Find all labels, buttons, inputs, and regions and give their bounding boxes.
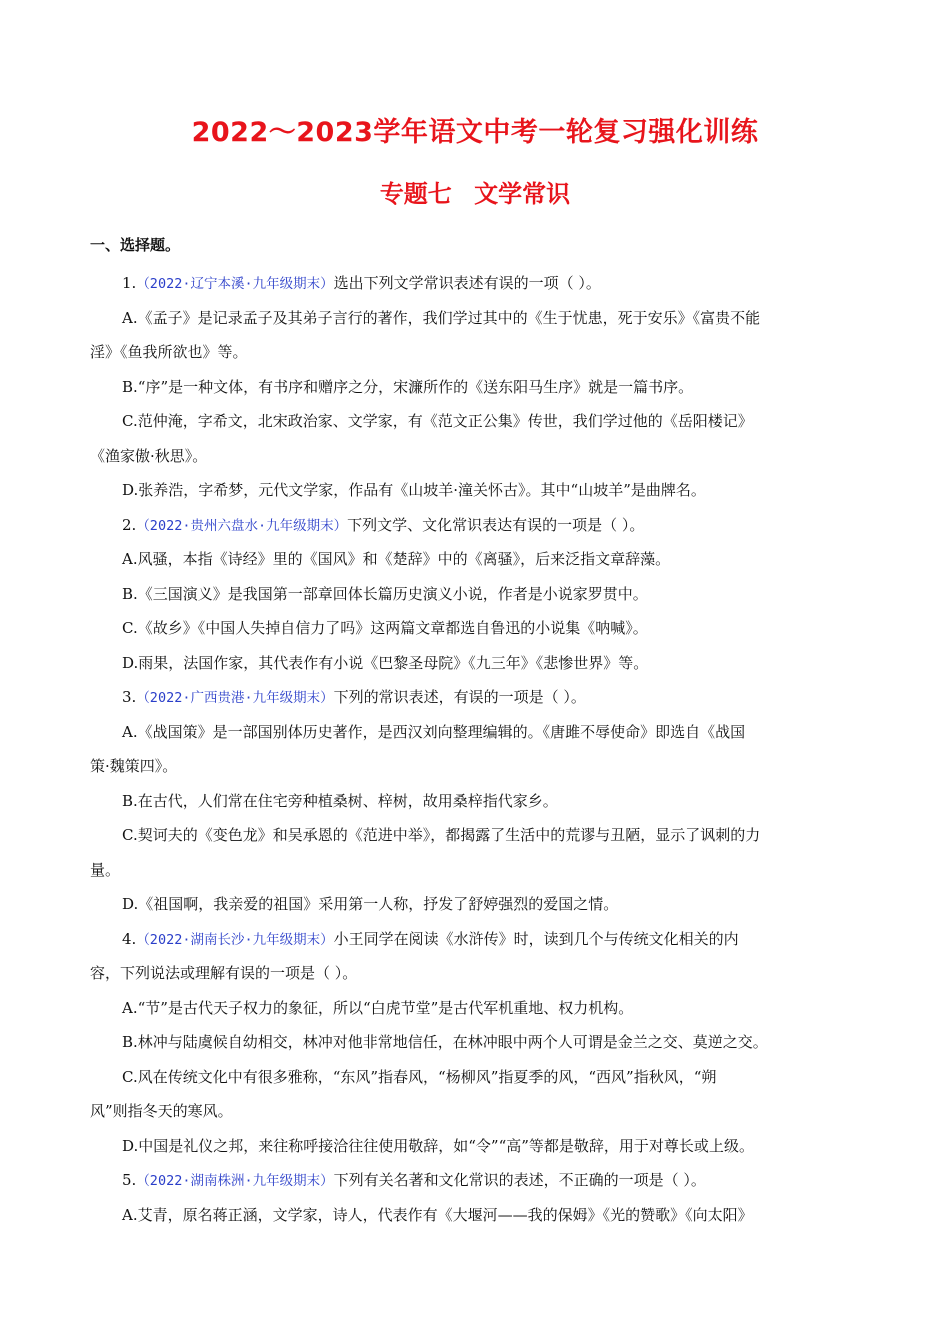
option-line: D.《祖国啊，我亲爱的祖国》采用第一人称，抒发了舒婷强烈的爱国之情。 <box>122 895 619 913</box>
question-source: （2022·辽宁本溪·九年级期末） <box>136 276 334 292</box>
option-line: C.范仲淹，字希文，北宋政治家、文学家，有《范文正公集》传世，我们学过他的《岳阳楼记》 <box>122 412 753 430</box>
question-4-stem-cont: 容，下列说法或理解有误的一项是（ ）。 <box>90 964 358 982</box>
option-line: 风”则指冬天的寒风。 <box>90 1102 233 1120</box>
question-source: （2022·广西贵港·九年级期末） <box>136 690 334 706</box>
option-line: B.“序”是一种文体，有书序和赠序之分，宋濂所作的《送东阳马生序》就是一篇书序。 <box>122 377 694 396</box>
option-line: C.《故乡》《中国人失掉自信力了吗》这两篇文章都选自鲁迅的小说集《呐喊》。 <box>122 619 648 637</box>
option-line: 《渔家傲·秋思》。 <box>90 446 208 465</box>
question-source: （2022·贵州六盘水·九年级期末） <box>136 517 348 534</box>
option-line: A.《战国策》是一部国别体历史著作，是西汉刘向整理编辑的。《唐雎不辱使命》即选自《战国 <box>122 722 746 741</box>
question-number: 4. <box>122 929 137 948</box>
question-list <box>90 266 860 1232</box>
option-line: D.张养浩，字希梦，元代文学家，作品有《山坡羊·潼关怀古》。其中“山坡羊”是曲牌名。 <box>122 481 706 499</box>
page-subtitle: 专题七 文学常识 <box>379 180 571 208</box>
option-line: D.雨果，法国作家，其代表作有小说《巴黎圣母院》《九三年》《悲惨世界》等。 <box>122 653 649 672</box>
question-number: 5. <box>122 1171 137 1189</box>
question-text: 下列的常识表述，有误的一项是（ ）。 <box>333 688 586 706</box>
question-number: 1. <box>122 274 137 292</box>
option-line: C.契诃夫的《变色龙》和吴承恩的《范进中举》，都揭露了生活中的荒谬与丑陋，显示了讽刺的力 <box>122 826 761 844</box>
question-number: 2. <box>122 515 137 534</box>
question-number: 3. <box>122 688 137 706</box>
option-line: 淫》《鱼我所欲也》等。 <box>90 343 248 361</box>
option-line: A.《孟子》是记录孟子及其弟子言行的著作，我们学过其中的《生于忧患，死于安乐》《富贵不能 <box>122 308 761 327</box>
question-source: （2022·湖南长沙·九年级期末） <box>136 931 334 948</box>
option-line: A.艾青，原名蒋正涵，文学家，诗人，代表作有《大堰河——我的保姆》《光的赞歌》《向太阳》 <box>122 1205 753 1224</box>
option-line: A.风骚，本指《诗经》里的《国风》和《楚辞》中的《离骚》，后来泛指文章辞藻。 <box>122 550 671 568</box>
section-heading: 一、选择题。 <box>90 236 181 254</box>
option-line: C.风在传统文化中有很多雅称，“东风”指春风，“杨柳风”指夏季的风，“西风”指秋风，“朔 <box>122 1067 717 1086</box>
question-4-stem <box>90 922 860 957</box>
question-text: 小王同学在阅读《水浒传》时，读到几个与传统文化相关的内 <box>333 929 739 948</box>
question-text: 下列文学、文化常识表达有误的一项是（ ）。 <box>347 515 645 534</box>
question-text: 下列有关名著和文化常识的表述，不正确的一项是（ ）。 <box>333 1171 706 1189</box>
question-3-stem <box>90 680 860 715</box>
question-text: 选出下列文学常识表述有误的一项（ ）。 <box>333 274 601 292</box>
question-5-stem <box>90 1163 860 1198</box>
option-line: A.“节”是古代天子权力的象征，所以“白虎节堂”是古代军机重地、权力机构。 <box>122 998 634 1017</box>
option-line: B.《三国演义》是我国第一部章回体长篇历史演义小说，作者是小说家罗贯中。 <box>122 584 648 603</box>
question-source: （2022·湖南株洲·九年级期末） <box>136 1173 334 1189</box>
question-1-stem <box>90 266 860 301</box>
question-2-stem <box>90 508 860 543</box>
option-line: 策·魏策四》。 <box>90 757 178 775</box>
option-line: D.中国是礼仪之邦，来往称呼接洽往往使用敬辞，如“令”“高”等都是敬辞，用于对尊长或上级。 <box>122 1136 754 1155</box>
page-title: 2022～2023学年语文中考一轮复习强化训练 <box>191 117 759 148</box>
option-line: B.在古代，人们常在住宅旁种植桑树、梓树，故用桑梓指代家乡。 <box>122 791 558 810</box>
option-line: 量。 <box>90 860 121 879</box>
option-line: B.林冲与陆虞候自幼相交，林冲对他非常地信任，在林冲眼中两个人可谓是金兰之交、莫逆之交。 <box>122 1033 768 1051</box>
